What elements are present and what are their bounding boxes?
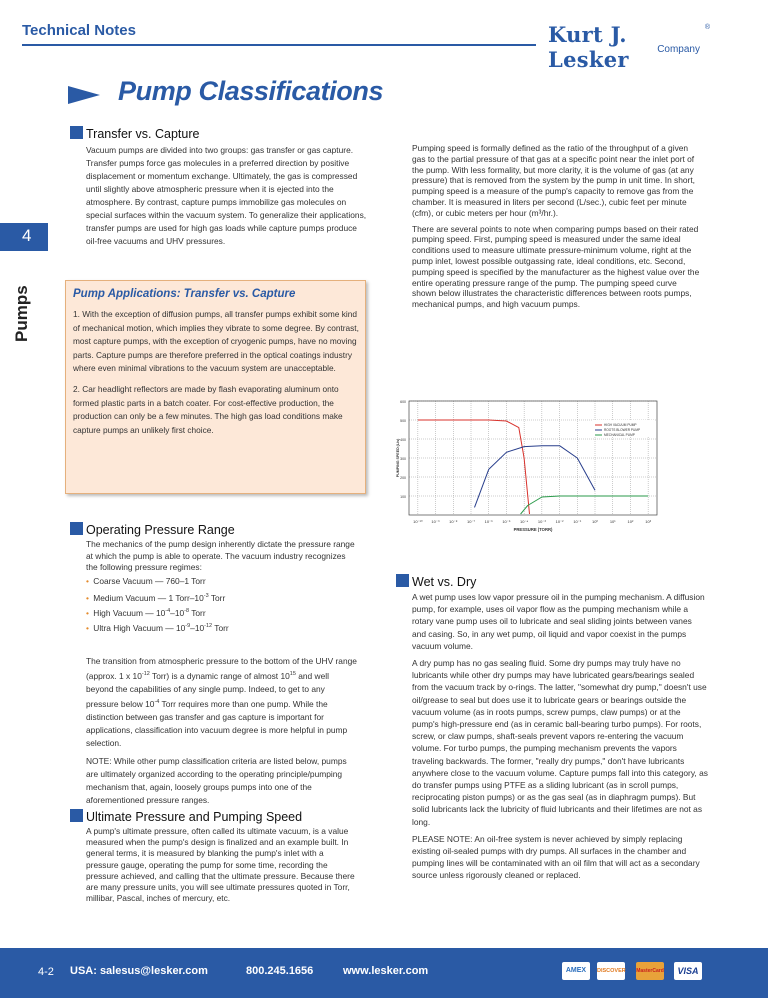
legend-label: HIGH VACUUM PUMP: [604, 423, 637, 428]
logo-company: Company: [657, 44, 700, 55]
list-item: • Coarse Vacuum — 760–1 Torr: [86, 576, 206, 586]
x-tick-label: 10⁻⁴: [520, 519, 529, 524]
visa-card-icon: VISA: [674, 962, 702, 980]
chapter-label: [12, 262, 38, 342]
speed-paragraph-2: There are several points to note when comparing pumps based on their rated pumping speed. First, pumping speed is measured under the same ideal conditions used to measure ultimate pressure-minimum volume, right at the pump inlet, lowest possible outgassing rate, ideal conditions, etc. Second, pumping speed is specified by the manufacturer as the highest value over the entire operating pressure range of the pump. The pumping speed curve shown below illustrates the characteristic differences between roots pumps, mechanical pumps, and high vacuum pumps.: [412, 223, 700, 310]
legend-label: ROOTS BLOWER PUMP: [604, 428, 641, 433]
title-arrow-icon: [68, 86, 100, 104]
heading-wet-dry: [396, 574, 476, 589]
logo-name: Kurt J. Lesker: [548, 22, 629, 72]
legend-label: MECHANICAL PUMP: [604, 433, 635, 438]
x-tick-label: 10⁻⁷: [466, 519, 476, 524]
applications-box: [65, 280, 366, 494]
x-tick-label: 10⁻¹⁰: [413, 519, 423, 524]
y-tick-label: 300: [400, 457, 406, 461]
x-axis-label: PRESSURE (TORR): [513, 527, 553, 532]
company-logo: [548, 22, 710, 72]
list-item: • Medium Vacuum — 1 Torr–$10^{-3}$ Torr: [86, 593, 226, 603]
x-tick-label: 10²: [627, 519, 634, 524]
y-axis-label: PUMPING SPEED (L/s): [396, 438, 400, 478]
x-tick-label: 10⁻⁹: [431, 519, 440, 524]
operating-body: [86, 655, 358, 807]
box-paragraph-1: 1. With the exception of diffusion pumps, all transfer pumps exhibit some kind of mechanical motion, which implies they vibrate to some degree. By contrast, most capture pumps, with the exception of cryogenic pumps, have no moving parts. Capture pumps are therefore preferred in the optical coatings industry where even minimal vibrations to the vacuum system are unacceptable.: [73, 309, 359, 374]
x-tick-label: 10⁻¹: [573, 519, 582, 524]
logo-registered: ®: [704, 24, 710, 31]
dynamic-range-paragraph: The transition from atmospheric pressure to the bottom of the UHV range (approx. 1 x $10^{-12}$ Torr) is a dynamic range of almost $10^{15}$ and well beyond the capabilities of any single pump. Indeed, to get to any pressure below $10^{-4}$ Torr requires more than one pump. While the distinction between gas transfer and gas capture is important for applications, classification into vacuum degree is more helpful in pump selection.: [86, 656, 357, 748]
heading-square-icon: [70, 809, 83, 822]
y-tick-label: 100: [400, 495, 406, 499]
heading-operating-range: [70, 522, 235, 537]
footer: [0, 948, 768, 998]
x-tick-label: 10⁰: [591, 519, 599, 524]
y-tick-label: 400: [400, 438, 406, 442]
x-tick-label: 10¹: [609, 519, 616, 524]
pressure-regimes-list: [86, 574, 356, 634]
heading-text: Operating Pressure Range: [86, 523, 235, 537]
y-tick-label: 200: [400, 476, 406, 480]
please-note-paragraph: PLEASE NOTE: An oil-free system is never achieved by simply replacing existing oil-sealed pumps with dry pumps. All surfaces in the chamber and pumping lines will be contaminated with an oil film that will act as a secondary source unless rigorously cleaned or replaced.: [412, 833, 700, 881]
heading-square-icon: [70, 522, 83, 535]
chapter-number: 4: [0, 223, 48, 251]
x-tick-label: 10⁻³: [537, 519, 546, 524]
website-link[interactable]: www.lesker.com: [343, 965, 429, 977]
list-item: • Ultra High Vacuum — $10^{-9}-10^{-12}$ Torr: [86, 623, 229, 633]
transfer-body: [86, 144, 368, 248]
y-tick-label: 600: [400, 400, 406, 404]
heading-text: Ultimate Pressure and Pumping Speed: [86, 810, 303, 824]
pumping-speed-chart: [395, 395, 660, 545]
page-number: 4-2: [38, 966, 54, 978]
heading-ultimate-pressure: [70, 809, 302, 824]
ultimate-body: [86, 826, 358, 904]
phone-number: 800.245.1656: [246, 965, 314, 977]
chapter-label-text: Pumps: [12, 285, 31, 342]
heading-square-icon: [396, 574, 409, 587]
ultimate-paragraph: A pump's ultimate pressure, often called its ultimate vacuum, is a value measured when the pump's design is finalized and an example built. In general terms, it is measured by blanking the pump's inlet with a pressure gauge, operating the pump for some time, recording the pressure achieved, and calling that the ultimate pressure. Because there are many pressure units, you will see ultimate pressures quoted in Torr, millibar, Pascal, inches of mercury, etc.: [86, 826, 355, 904]
x-tick-label: 10⁻⁸: [449, 519, 458, 524]
header-rule: [22, 44, 536, 46]
x-tick-label: 10⁻⁶: [484, 519, 493, 524]
list-item: • High Vacuum — $10^{-4}-10^{-8}$ Torr: [86, 608, 206, 618]
y-tick-label: 500: [400, 419, 406, 423]
note-paragraph: NOTE: While other pump classification criteria are listed below, pumps are ultimately organized according to the operating principle/pumping mechanism that, again, loosely groups pumps into one of the aforementioned pressure ranges.: [86, 756, 347, 805]
box-title: Pump Applications: Transfer vs. Capture: [73, 288, 296, 300]
operating-intro-text: The mechanics of the pump design inherently dictate the pressure range at which the pump is able to operate. The vacuum industry recognizes the following pressure regimes:: [86, 539, 355, 572]
wet-paragraph: A wet pump uses low vapor pressure oil in the pumping mechanism. A diffusion pump, for example, uses oil vapor flow as the pumping mechanism while a rotary vane pump uses oil to lubricate and seal sliding joints between vanes and casing. So, in any wet pump, oil liquid and vapor coexist in the pumps vacuum volume.: [412, 592, 705, 651]
speed-paragraph-1: Pumping speed is formally defined as the ratio of the throughput of a given gas to the partial pressure of that gas at a specific point near the inlet port of the pump. With less formality, but more clarity, it is the volume of gas (at any pressure) that is removed from the system by the pump in unit time. In short, pumping speed is a measure of the pump's capacity to remove gas from the chamber. It is measured in liters per second (L/sec.), cubic feet per minute (cfm), or cubic meters per hour (m³/hr.).: [412, 143, 696, 218]
transfer-paragraph: Vacuum pumps are divided into two groups: gas transfer or gas capture. Transfer pumps force gas molecules in a preferred direction by positive displacement or momentum exchange. Ultimately, the gas is compressed until slightly above atmospheric pressure when it is ejected into the atmosphere. By contrast, capture pumps immobilize gas molecules on special surfaces within the vacuum system. To generalize their applications, transfer pumps are used for high gas loads while capture pumps produce oil-free vacuums and UHV pressures.: [86, 145, 367, 246]
section-title: Technical Notes: [22, 22, 136, 39]
page-title: Pump Classifications: [118, 76, 384, 106]
heading-text: Wet vs. Dry: [412, 575, 477, 589]
heading-text: Transfer vs. Capture: [86, 127, 200, 141]
x-tick-label: 10³: [645, 519, 652, 524]
heading-transfer-capture: [70, 126, 199, 141]
x-tick-label: 10⁻⁵: [502, 519, 511, 524]
speed-body: [412, 143, 702, 310]
wet-dry-body: [412, 591, 708, 882]
mastercard-icon: MasterCard: [636, 962, 664, 980]
operating-intro: [86, 539, 356, 574]
email-link[interactable]: USA: salesus@lesker.com: [70, 965, 208, 977]
box-paragraph-2: 2. Car headlight reflectors are made by flash evaporating aluminum onto formed plastic parts in a batch coater. For cost-effective production, the production can only be a few minutes. The high gas load conditions make capture pumps an unlikely first choice.: [73, 383, 343, 435]
dry-paragraph: A dry pump has no gas sealing fluid. Some dry pumps may truly have no lubricants while other dry pumps may have lubricated gears/bearings sealed from the vacuum track by o-rings. The latter, "somewhat dry pump," doesn't use oil/grease to seal but does use it to lubricate gears or bearings outside the vacuum volume (as in roots pumps, screw pumps, claw pumps) or at the pump's high-pressure end (as in ceramic ball-bearing turbo pumps). For roots, screw, or claw pumps, shaft-seals prevent vapors re-entering the vacuum volume. For turbo pumps, the pumping mechanism prevents the vapors traveling backwards. The former, "really dry pumps," don't have lubricants anywhere close to the vacuum volume. Capture pumps fall into this category, as do transfer pumps using PTFE as a sliding lubricant (as in scroll pumps, reciprocating piston pumps) or as the gas seal (as in diaphragm pumps). But solid lubricants lack the lubricity of fluid lubricants and their lifetimes are not as long.: [412, 658, 708, 827]
discover-card-icon: DISCOVER: [597, 962, 625, 980]
heading-square-icon: [70, 126, 83, 139]
amex-card-icon: AMEX: [562, 962, 590, 980]
x-tick-label: 10⁻²: [555, 519, 564, 524]
